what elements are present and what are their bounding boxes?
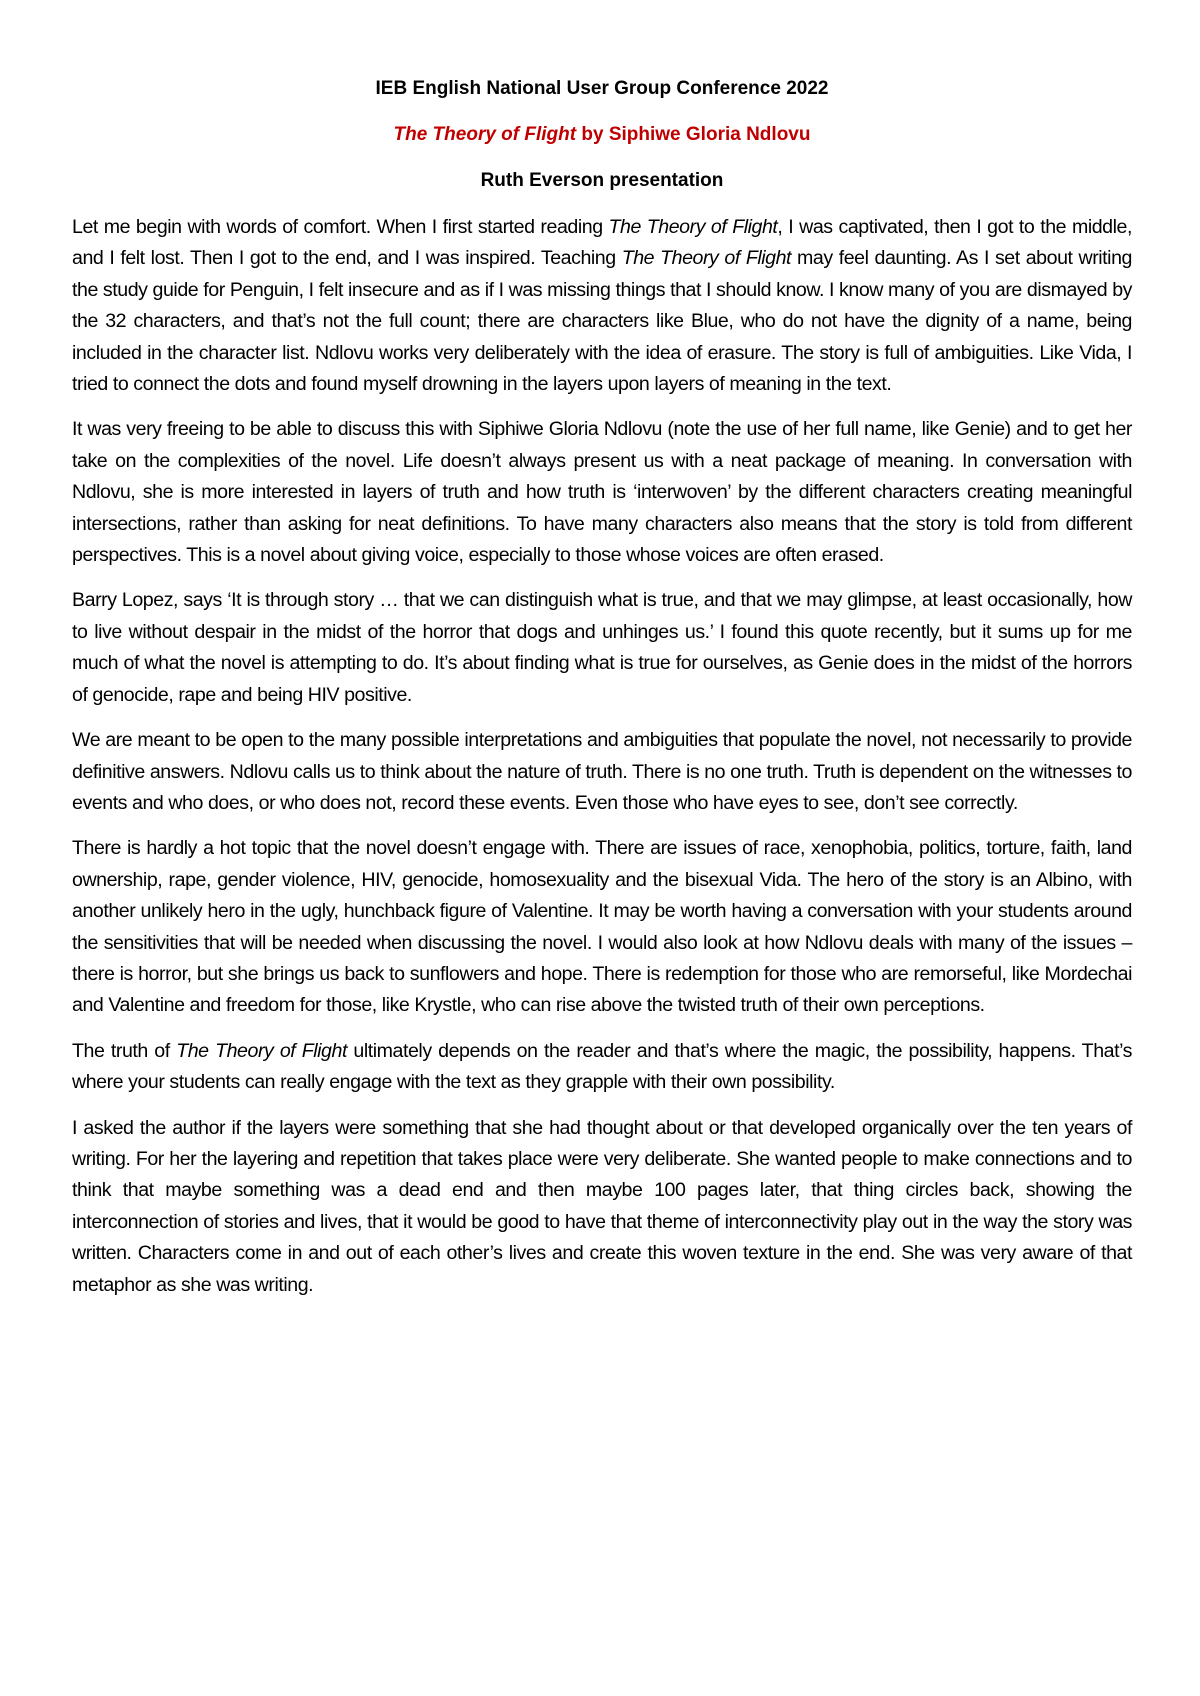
presenter-heading: Ruth Everson presentation — [480, 170, 724, 191]
paragraph-1-text-c: , I was captivated, then I got to the middle, and I felt lost. Then I got to the end, and I was inspired. Teaching — [72, 216, 1132, 270]
paragraph-6-text-a: The truth of — [72, 1039, 177, 1062]
paragraph-1-text-e: may feel daunting. As I set about writing the study guide for Penguin, I felt insecure and as if I was missing things that I should know. I know many of you are dismayed by the 32 characters, and that’s not the full count; there are characters like Blue, who do not have the dignity of a name, being included in the character list. Ndlovu works very deliberately with the idea of erasure. The story is full of ambiguities. Like Vida, I tried to connect the dots and found myself drowning in the layers upon layers of meaning in the text. — [72, 247, 1132, 396]
paragraph-2: It was very freeing to be able to discuss this with Siphiwe Gloria Ndlovu (note the use of her full name, like Genie) and to get her take on the complexities of the novel. Life doesn’t always present us with a neat package of meaning. In conversation with Ndlovu, she is more interested in layers of truth and how truth is ‘interwoven’ by the different characters creating meaningful intersections, rather than asking for neat definitions. To have many characters also means that the story is told from different perspectives. This is a novel about giving voice, especially to those whose voices are often erased. — [72, 418, 1132, 567]
book-title: The Theory of Flight — [393, 124, 577, 145]
paragraph-6-text-c: ultimately depends on the reader and that’s where the magic, the possibility, happens. That’s where your students can really engage with the text as they grapple with their own possibility. — [72, 1039, 1132, 1094]
paragraph-4: We are meant to be open to the many possible interpretations and ambiguities that populate the novel, not necessarily to provide definitive answers. Ndlovu calls us to think about the nature of truth. There is no one truth. Truth is dependent on the witnesses to events and who does, or who does not, record these events. Even those who have eyes to see, don’t see correctly. — [72, 729, 1132, 814]
paragraph-6 — [72, 1036, 1132, 1099]
paragraph-6-book-title: The Theory of Flight — [176, 1039, 347, 1062]
conference-title: IEB English National User Group Conference 2022 — [375, 78, 829, 99]
paragraph-3: Barry Lopez, says ‘It is through story … that we can distinguish what is true, and that we may glimpse, at least occasionally, how to live without despair in the midst of the horror that dogs and unhinges us.’ I found this quote recently, but it sums up for me much of what the novel is attempting to do. It’s about finding what is true for ourselves, as Genie does in the midst of the horrors of genocide, rape and being HIV positive. — [72, 589, 1132, 706]
paragraph-1-book-title-2: The Theory of Flight — [621, 247, 792, 270]
book-author: by Siphiwe Gloria Ndlovu — [576, 124, 811, 145]
book-title-line — [72, 122, 1132, 148]
paragraph-7: I asked the author if the layers were something that she had thought about or that developed organically over the ten years of writing. For her the layering and repetition that takes place were very deliberate. She wanted people to make connections and to think that maybe something was a dead end and then maybe 100 pages later, that thing circles back, showing the interconnection of stories and lives, that it would be good to have that theme of interconnectivity play out in the way the story was written. Characters come in and out of each other’s lives and create this woven texture in the end. She was very aware of that metaphor as she was writing. — [72, 1116, 1132, 1296]
paragraph-1-book-title-1: The Theory of Flight — [608, 216, 778, 238]
paragraph-5: There is hardly a hot topic that the novel doesn’t engage with. There are issues of race, xenophobia, politics, torture, faith, land ownership, rape, gender violence, HIV, genocide, homosexuality and the bisexual Vida. The hero of the story is an Albino, with another unlikely hero in the ugly, hunchback figure of Valentine. It may be worth having a conversation with your students around the sensitivities that will be needed when discussing the novel. I would also look at how Ndlovu deals with many of the issues – there is horror, but she brings us back to sunflowers and hope. There is redemption for those who are remorseful, like Mordechai and Valentine and freedom for those, like Krystle, who can rise above the twisted truth of their own perceptions. — [72, 837, 1132, 1017]
paragraph-1-text-a: Let me begin with words of comfort. When I first started reading — [72, 216, 609, 238]
paragraph-1 — [72, 212, 1132, 400]
document-page — [72, 76, 1132, 1301]
